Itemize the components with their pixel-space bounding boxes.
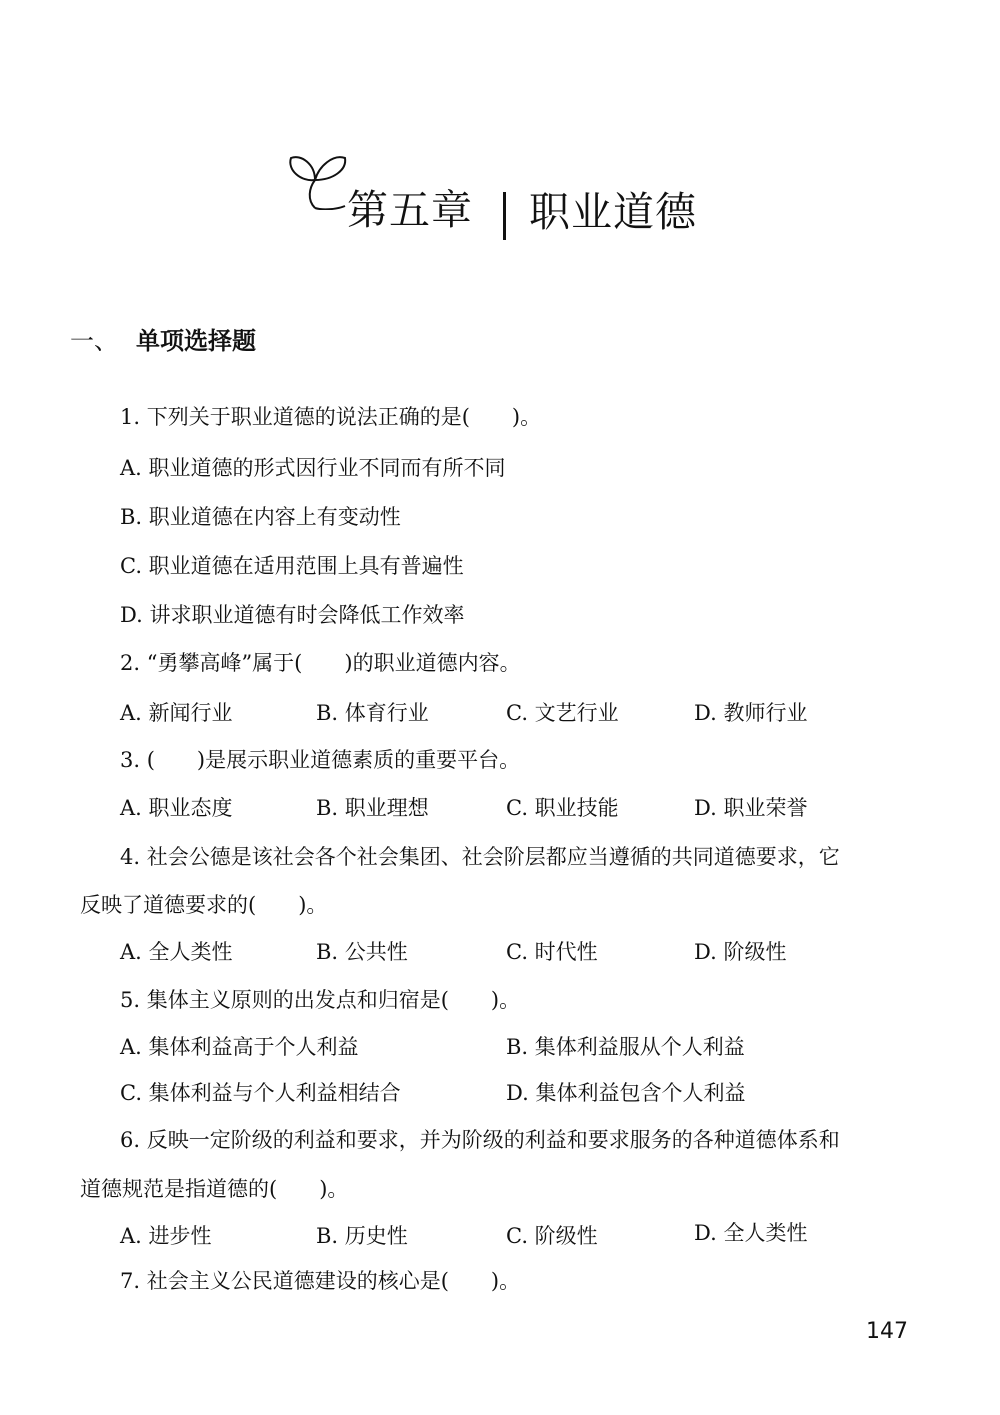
- chapter-name: 职业道德: [529, 188, 697, 236]
- title-divider: [503, 192, 506, 240]
- question-stem: 2. “勇攀高峰”属于( )的职业道德内容。: [120, 651, 521, 675]
- option-d: D. 阶级性: [694, 940, 787, 964]
- option-c: C. 阶级性: [506, 1224, 598, 1248]
- option-a: A. 新闻行业: [120, 701, 233, 725]
- option-c: C. 集体利益与个人利益相结合: [120, 1081, 401, 1105]
- option-b: B. 职业道德在内容上有变动性: [120, 505, 401, 529]
- question-stem-continued: 反映了道德要求的( )。: [80, 893, 328, 917]
- chapter-number: 第五章: [347, 186, 473, 234]
- question-stem: 5. 集体主义原则的出发点和归宿是( )。: [120, 988, 521, 1012]
- option-b: B. 体育行业: [316, 701, 429, 725]
- option-d: D. 全人类性: [694, 1221, 808, 1245]
- section-heading: [70, 323, 256, 359]
- question-stem: 3. ( )是展示职业道德素质的重要平台。: [120, 748, 521, 772]
- option-d: D. 职业荣誉: [694, 796, 808, 820]
- sprout-icon: [285, 148, 351, 210]
- question-stem: 7. 社会主义公民道德建设的核心是( )。: [120, 1269, 521, 1293]
- option-c: C. 文艺行业: [506, 701, 619, 725]
- question-stem: 1. 下列关于职业道德的说法正确的是( )。: [120, 405, 542, 429]
- option-d: D. 集体利益包含个人利益: [506, 1081, 746, 1105]
- option-c: C. 职业技能: [506, 796, 619, 820]
- option-b: B. 职业理想: [316, 796, 429, 820]
- option-b: B. 公共性: [316, 940, 408, 964]
- option-a: A. 职业态度: [120, 796, 233, 820]
- option-d: D. 教师行业: [694, 701, 808, 725]
- question-stem-continued: 道德规范是指道德的( )。: [80, 1177, 349, 1201]
- option-b: B. 历史性: [316, 1224, 408, 1248]
- option-c: C. 职业道德在适用范围上具有普遍性: [120, 554, 464, 578]
- page-number: 147: [866, 1319, 908, 1344]
- section-title: 单项选择题: [136, 327, 256, 355]
- option-c: C. 时代性: [506, 940, 598, 964]
- chapter-title: [285, 148, 745, 248]
- option-b: B. 集体利益服从个人利益: [506, 1035, 745, 1059]
- option-d: D. 讲求职业道德有时会降低工作效率: [120, 603, 465, 627]
- option-a: A. 进步性: [120, 1224, 212, 1248]
- option-a: A. 集体利益高于个人利益: [120, 1035, 359, 1059]
- option-a: A. 职业道德的形式因行业不同而有所不同: [120, 456, 506, 480]
- option-a: A. 全人类性: [120, 940, 233, 964]
- section-number: 一、: [70, 327, 118, 355]
- question-stem: 6. 反映一定阶级的利益和要求，并为阶级的利益和要求服务的各种道德体系和: [120, 1128, 840, 1152]
- question-stem: 4. 社会公德是该社会各个社会集团、社会阶层都应当遵循的共同道德要求，它: [120, 845, 840, 869]
